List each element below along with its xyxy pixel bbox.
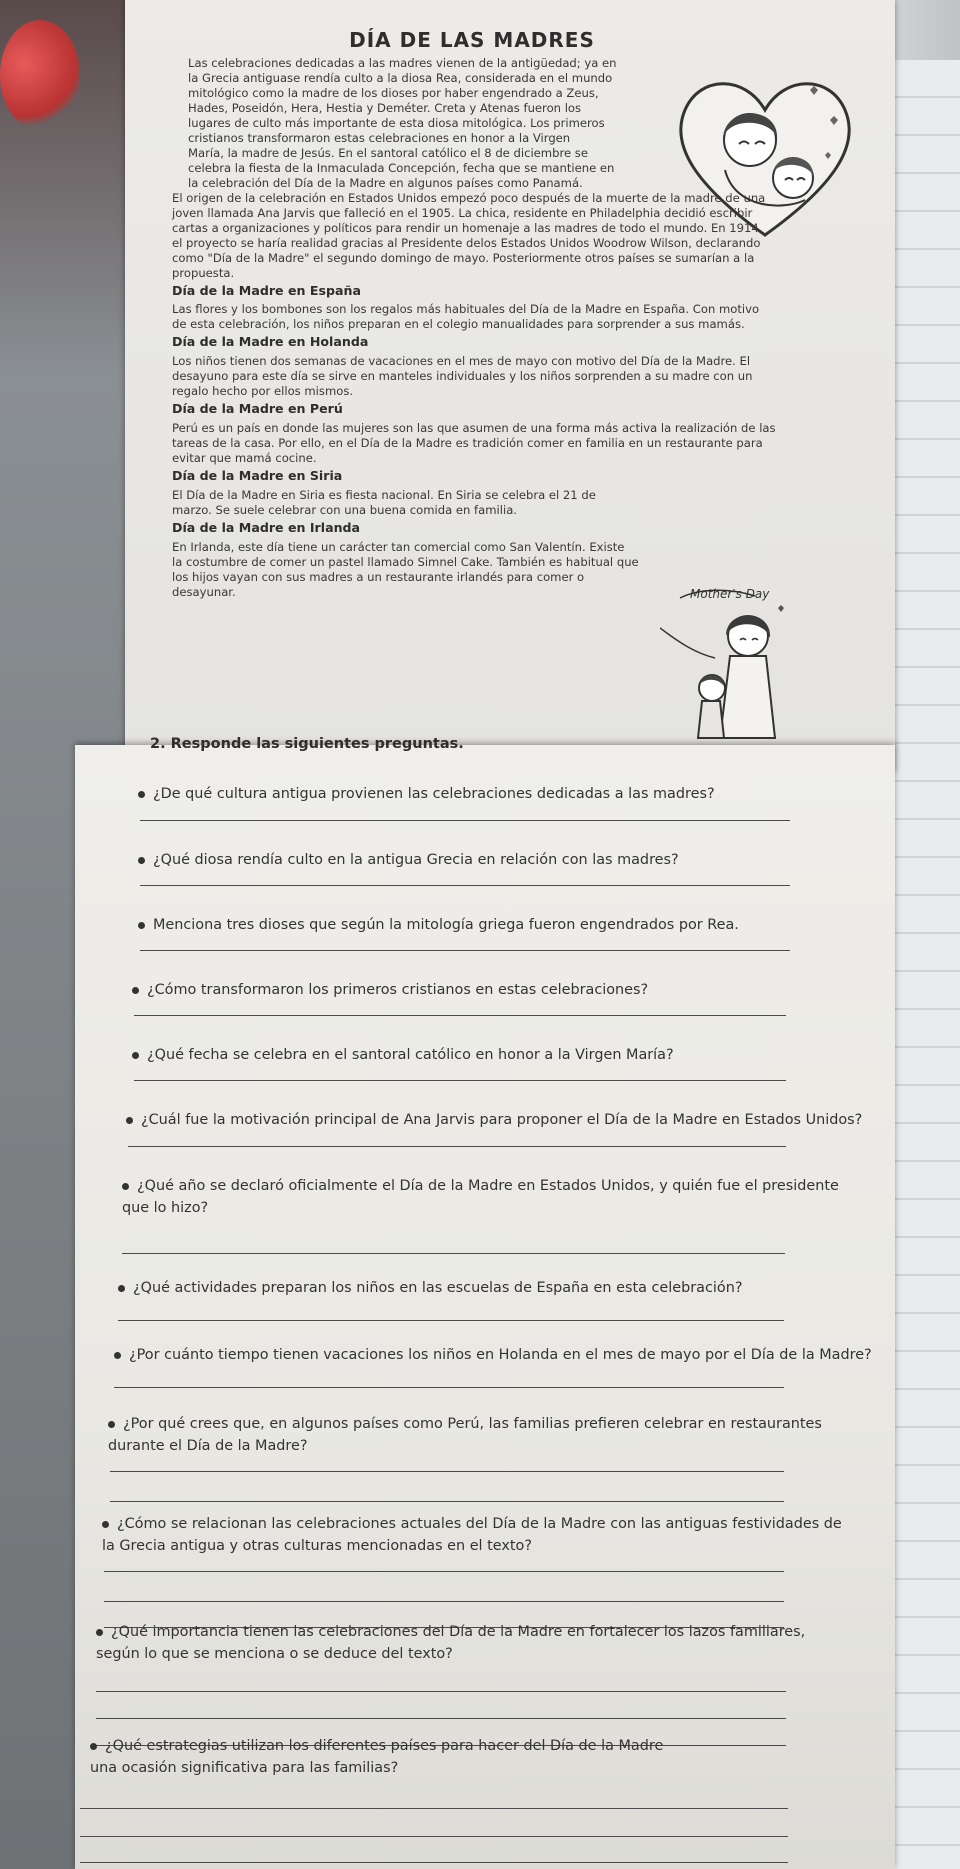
section-heading: Día de la Madre en Siria	[172, 468, 343, 483]
question-item	[122, 1175, 839, 1197]
origin-line: propuesta.	[172, 266, 235, 280]
question-item	[118, 1277, 742, 1299]
section-line: En Irlanda, este día tiene un carácter tan comercial como San Valentín. Existe	[172, 540, 625, 554]
section-line: los hijos vayan con sus madres a un restaurante irlandés para comer o	[172, 570, 585, 584]
section-line: Las flores y los bombones son los regalos más habituales del Día de la Madre en España. Con motivo	[172, 302, 760, 316]
answer-line[interactable]	[114, 1387, 784, 1388]
red-object-background	[0, 20, 80, 130]
question-text: ¿Cuál fue la motivación principal de Ana Jarvis para proponer el Día de la Madre en Estados Unidos?	[141, 1112, 863, 1128]
answer-line[interactable]	[96, 1718, 786, 1719]
section-line: desayuno para este día se sirve en manteles individuales y los niños sorprenden a su madre con un	[172, 369, 753, 383]
bullet-icon	[96, 1629, 103, 1636]
answer-line[interactable]	[140, 885, 790, 886]
origin-line: El origen de la celebración en Estados Unidos empezó poco después de la muerte de la madre de una	[172, 191, 766, 205]
illustration-caption: Mother's Day	[690, 588, 770, 601]
question-text-continued: la Grecia antigua y otras culturas mencionadas en el texto?	[102, 1538, 532, 1554]
bullet-icon	[132, 1052, 139, 1059]
intro-line: Las celebraciones dedicadas a las madres vienen de la antigüedad; ya en	[188, 56, 617, 70]
question-item	[126, 1109, 862, 1131]
question-text-continued: una ocasión significativa para las familias?	[90, 1760, 399, 1776]
question-text: ¿Qué estrategias utilizan los diferentes países para hacer del Día de la Madre	[105, 1738, 664, 1754]
section-line: regalo hecho por ellos mismos.	[172, 384, 354, 398]
bullet-icon	[126, 1117, 133, 1124]
origin-line: cartas a organizaciones y políticos para rendir un homenaje a las madres de todo el mundo. En 1914	[172, 221, 759, 235]
section-heading: Día de la Madre en Irlanda	[172, 520, 361, 535]
intro-line: Hades, Poseidón, Hera, Hestia y Deméter. Creta y Atenas fueron los	[188, 101, 582, 115]
origin-line: joven llamada Ana Jarvis que falleció en el 1905. La chica, residente en Philadelphia decidió escribir	[172, 206, 753, 220]
page-title: DÍA DE LAS MADRES	[349, 28, 595, 52]
question-item	[108, 1413, 822, 1435]
answer-line[interactable]	[118, 1320, 784, 1321]
question-text: ¿Qué año se declaró oficialmente el Día de la Madre en Estados Unidos, y quién fue el presidente	[137, 1178, 839, 1194]
answer-line[interactable]	[140, 950, 790, 951]
answer-line[interactable]	[80, 1862, 788, 1863]
question-text: ¿Qué fecha se celebra en el santoral católico en honor a la Virgen María?	[147, 1047, 674, 1063]
intro-line: María, la madre de Jesús. En el santoral católico el 8 de diciembre se	[188, 146, 588, 160]
answer-line[interactable]	[96, 1691, 786, 1692]
answer-line[interactable]	[104, 1571, 784, 1572]
section-heading: Día de la Madre en Perú	[172, 401, 343, 416]
question-item	[138, 849, 679, 871]
answer-line[interactable]	[134, 1080, 786, 1081]
answer-line[interactable]	[104, 1601, 784, 1602]
section-line: evitar que mamá cocine.	[172, 451, 317, 465]
section-line: Los niños tienen dos semanas de vacaciones en el mes de mayo con motivo del Día de la Madre. El	[172, 354, 751, 368]
bullet-icon	[122, 1183, 129, 1190]
answer-line[interactable]	[128, 1146, 786, 1147]
bullet-icon	[102, 1521, 109, 1528]
question-item	[114, 1344, 872, 1366]
intro-line: la Grecia antiguase rendía culto a la diosa Rea, considerada en el mundo	[188, 71, 613, 85]
bullet-icon	[114, 1352, 121, 1359]
answer-line[interactable]	[122, 1253, 785, 1254]
answer-line[interactable]	[80, 1836, 788, 1837]
mothers-day-illustration	[660, 588, 810, 748]
origin-line: el proyecto se haría realidad gracias al Presidente delos Estados Unidos Woodrow Wilson, declarando	[172, 236, 761, 250]
intro-line: lugares de culto más importante de esta diosa mitológica. Los primeros	[188, 116, 605, 130]
section-line: El Día de la Madre en Siria es fiesta nacional. En Siria se celebra el 21 de	[172, 488, 596, 502]
section-line: Perú es un país en donde las mujeres son las que asumen de una forma más activa la realización de las	[172, 421, 776, 435]
question-item	[90, 1735, 663, 1757]
bullet-icon	[132, 987, 139, 994]
question-text: Menciona tres dioses que según la mitología griega fueron engendrados por Rea.	[153, 917, 739, 933]
intro-line: la celebración del Día de la Madre en algunos países como Panamá.	[188, 176, 583, 190]
question-text: ¿Qué actividades preparan los niños en las escuelas de España en esta celebración?	[133, 1280, 743, 1296]
question-text: ¿Por cuánto tiempo tienen vacaciones los niños en Holanda en el mes de mayo por el Día de la Madre?	[129, 1347, 872, 1363]
question-text: ¿Por qué crees que, en algunos países como Perú, las familias prefieren celebrar en restaurantes	[123, 1416, 822, 1432]
section-heading: Día de la Madre en España	[172, 283, 361, 298]
bullet-icon	[118, 1285, 125, 1292]
section-line: la costumbre de comer un pastel llamado Simnel Cake. También es habitual que	[172, 555, 639, 569]
question-text: ¿Cómo se relacionan las celebraciones actuales del Día de la Madre con las antiguas festividades de	[117, 1516, 842, 1532]
question-text-continued: que lo hizo?	[122, 1200, 209, 1216]
question-item	[102, 1513, 842, 1535]
question-text: ¿De qué cultura antigua provienen las celebraciones dedicadas a las madres?	[153, 786, 715, 802]
answer-line[interactable]	[134, 1015, 786, 1016]
section-line: tareas de la casa. Por ello, en el Día de la Madre es tradición comer en familia en un restaurante para	[172, 436, 763, 450]
intro-line: mitológico como la madre de los dioses por haber engendrado a Zeus,	[188, 86, 599, 100]
section-heading: Día de la Madre en Holanda	[172, 334, 369, 349]
bullet-icon	[138, 922, 145, 929]
question-item	[132, 979, 648, 1001]
bullet-icon	[108, 1421, 115, 1428]
questions-heading: 2. Responde las siguientes preguntas.	[150, 736, 464, 752]
question-item	[96, 1621, 805, 1643]
bullet-icon	[138, 791, 145, 798]
question-text: ¿Qué importancia tienen las celebraciones del Día de la Madre en fortalecer los lazos familiares,	[111, 1624, 806, 1640]
question-text-continued: durante el Día de la Madre?	[108, 1438, 308, 1454]
section-line: desayunar.	[172, 585, 236, 599]
section-line: de esta celebración, los niños preparan en el colegio manualidades para sorprender a sus mamás.	[172, 317, 745, 331]
bullet-icon	[138, 857, 145, 864]
answer-line[interactable]	[110, 1471, 784, 1472]
origin-line: como "Día de la Madre" el segundo domingo de mayo. Posteriormente otros países se sumarían a la	[172, 251, 755, 265]
section-line: marzo. Se suele celebrar con una buena comida en familia.	[172, 503, 517, 517]
question-item	[132, 1044, 674, 1066]
bullet-icon	[90, 1743, 97, 1750]
question-text: ¿Qué diosa rendía culto en la antigua Grecia en relación con las madres?	[153, 852, 679, 868]
intro-line: cristianos transformaron estas celebraciones en honor a la Virgen	[188, 131, 571, 145]
intro-line: celebra la fiesta de la Inmaculada Concepción, fecha que se mantiene en	[188, 161, 615, 175]
question-text: ¿Cómo transformaron los primeros cristianos en estas celebraciones?	[147, 982, 649, 998]
question-item	[138, 783, 715, 805]
question-item	[138, 914, 739, 936]
question-text-continued: según lo que se menciona o se deduce del texto?	[96, 1646, 453, 1662]
answer-line[interactable]	[140, 820, 790, 821]
answer-line[interactable]	[80, 1808, 788, 1809]
answer-line[interactable]	[110, 1501, 784, 1502]
